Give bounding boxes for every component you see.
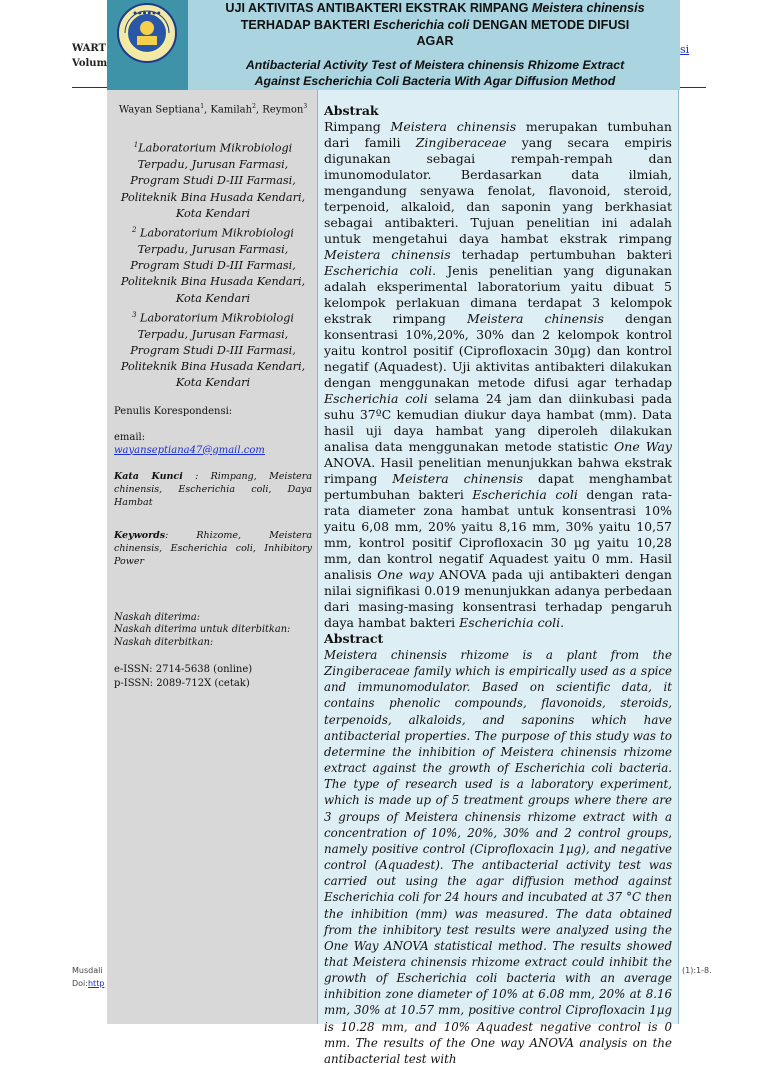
- abstract-body: Meistera chinensis rhizome is a plant from the Zingiberaceae family which is empirically used as a spice and immunomodulator. Based on scientific data, it contains phenolic compounds, flavonoids, steroids, terpenoids, alkaloids, and saponins which have antibacterial properties. The purpose of this study was to determine the inhibition of Meistera chinensis rhizome extract against the growth of Escherichia coli bacteria. The type of research used is a laboratory experiment, which is made up of 5 treatment groups where there are 3 groups of Meistera chinensis rhizome extract with a concentration of 10%, 20%, 30% and 2 control groups, namely positive control (Ciprofloxacin 1µg), and negative control (Aquadest). The antibacterial activity test was carried out using the agar diffusion method against Escherichia coli for 24 hours and incubated at 37 °C then the inhibition (mm) was measured. The data obtained from the inhibitory test results were analyzed using the One Way ANOVA statistical method. The results showed that Meistera chinensis rhizome extract could inhibit the growth of Escherichia coli bacteria with an average inhibition zone diameter of 10% at 6.08 mm, 20% at 8.16 mm, 30% at 10.57 mm, positive control Ciprofloxacin 1µg is 10.28 mm, and 10% Aquadest negative control is 0 mm. The results of the One way ANOVA analysis on the antibacterial test with: [324, 648, 672, 1066]
- author-list: Wayan Septiana$^1$, Kamilah$^2$, Reymon$^3$: [118, 103, 308, 116]
- affiliation-3: $^3$ Laboratorium Mikrobiologi Terpadu, Jurusan Farmasi, Program Studi D-III Farmasi, Politeknik Bina Husada Kendari, Kota Kendari: [120, 310, 306, 390]
- logo-panel: [107, 0, 188, 90]
- journal-name-fragment: WART: [72, 43, 106, 54]
- title-indonesian: UJI AKTIVITAS ANTIBAKTERI EKSTRAK RIMPANG Meistera chinensis TERHADAP BAKTERI Escherichia coli DENGAN METODE DIFUSI AGAR: [225, 1, 645, 48]
- kata-kunci: Kata Kunci : Rimpang, Meistera chinensis, Escherichia coli, Daya Hambat: [114, 470, 312, 508]
- corresponding-author-label: Penulis Korespondensi:: [114, 405, 233, 417]
- svg-text:● ● ● ● ● ●: ● ● ● ● ● ●: [133, 10, 161, 15]
- footer-doi-prefix: Doi:: [72, 979, 88, 988]
- p-issn: p-ISSN: 2089-712X (cetak): [114, 677, 250, 689]
- abstrak-body: Rimpang Meistera chinensis merupakan tumbuhan dari famili Zingiberaceae yang secara empiris digunakan sebagai rempah-rempah dan imunomodulator. Berdasarkan data ilmiah, mengandung senyawa fenolat, flavonoid, steroid, terpenoid, alkaloid, dan saponin yang berkhasiat sebagai antibakteri. Tujuan penelitian ini adalah untuk mengetahui daya hambat ekstrak rimpang Meistera chinensis terhadap pertumbuhan bakteri Escherichia coli. Jenis penelitian yang digunakan adalah eksperimental laboratorium yaitu dibuat 5 kelompok perlakuan dimana terdapat 3 kelompok ekstrak rimpang Meistera chinensis dengan konsentrasi 10%,20%, 30% dan 2 kelompok kontrol yaitu kontrol positif (Ciprofloxacin 30µg) dan kontrol negatif (Aquadest). Uji aktivitas antibakteri dilakukan dengan menggunakan metode difusi agar terhadap Escherichia coli selama 24 jam dan diinkubasi pada suhu 37ºC kemudian diukur daya hambat (mm). Data hasil uji daya hambat yang diperoleh dilakukan analisa data menggunakan metode statistic One Way ANOVA. Hasil penelitian menunjukkan bahwa ekstrak rimpang Meistera chinensis dapat menghambat pertumbuhan bakteri Escherichia coli dengan rata-rata diameter zona hambat untuk konsentrasi 10% yaitu 6,08 mm, 20% yaitu 8,16 mm, 30% yaitu 10,57 mm, kontrol positif Ciprofloxacin 30 µg yaitu 10,28 mm, dan kontrol negatif Aquadest yaitu 0 mm. Hasil analisis One way ANOVA pada uji antibakteri dengan nilai signifikasi 0.019 menunjukkan adanya perbedaan dari masing-masing konsentrasi terhadap pengaruh daya hambat bakteri Escherichia coli.: [324, 119, 673, 630]
- volume-fragment: Volum: [72, 58, 108, 69]
- abstract-heading: Abstract: [324, 631, 384, 646]
- footer-doi-link[interactable]: http: [87, 979, 105, 988]
- abstract-column: [317, 90, 679, 1066]
- email-link[interactable]: wayanseptiana47@gmail.com: [114, 444, 265, 456]
- affiliation-1: $^1$Laboratorium Mikrobiologi Terpadu, Jurusan Farmasi, Program Studi D-III Farmasi, Politeknik Bina Husada Kendari, Kota Kendari: [120, 141, 306, 220]
- email-label: email:: [114, 431, 146, 443]
- title-english: Antibacterial Activity Test of Meistera chinensis Rhizome Extract Against Escherichia Coli Bacteria With Agar Diffusion Method: [245, 58, 625, 88]
- affiliation-2: $^2$ Laboratorium Mikrobiologi Terpadu, Jurusan Farmasi, Program Studi D-III Farmasi, Politeknik Bina Husada Kendari, Kota Kendari: [120, 226, 306, 305]
- footer-citation-fragment: Musdali: [72, 966, 103, 975]
- keywords: Keywords: Rhizome, Meistera chinensis, Escherichia coli, Inhibitory Power: [114, 529, 312, 567]
- footer-doi-fragment: [72, 979, 104, 988]
- affiliations: [114, 137, 312, 391]
- manuscript-dates: Naskah diterima: Naskah diterima untuk diterbitkan: Naskah diterbitkan:: [114, 611, 291, 648]
- footer-page-range: (1):1-8.: [682, 966, 712, 975]
- metadata-column: [107, 90, 317, 1024]
- e-issn: e-ISSN: 2714-5638 (online): [114, 663, 253, 675]
- right-link-fragment[interactable]: si: [680, 43, 690, 56]
- abstrak-heading: Abstrak: [324, 103, 379, 118]
- journal-seal-logo-icon: [107, 0, 188, 90]
